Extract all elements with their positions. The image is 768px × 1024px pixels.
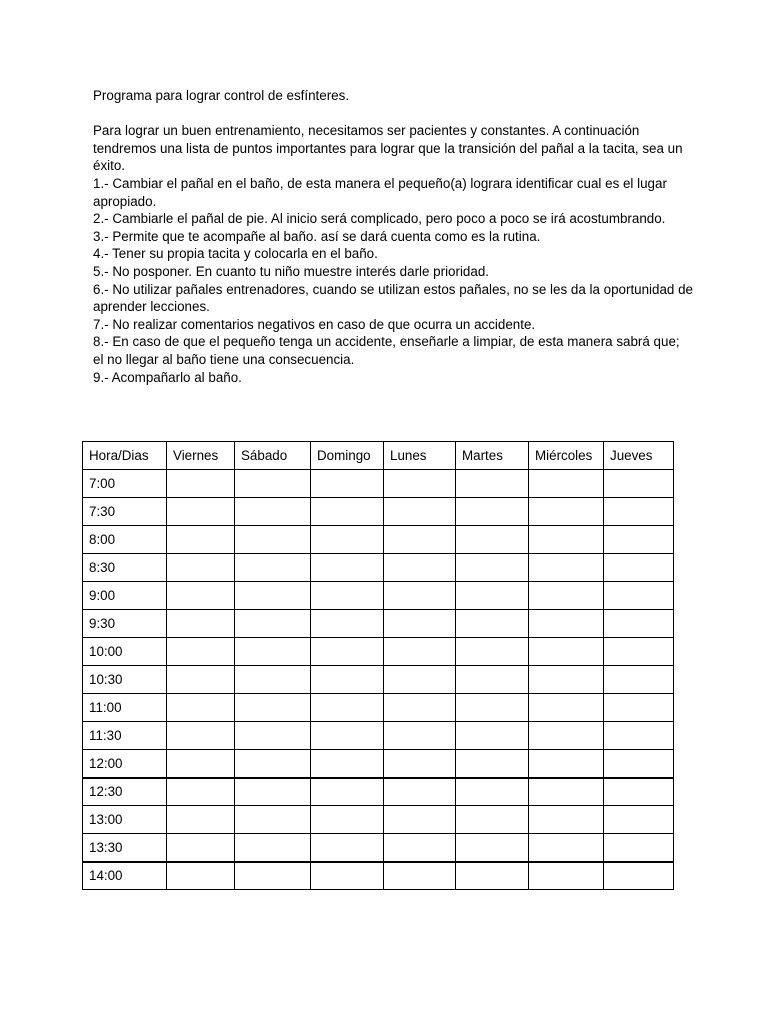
empty-cell	[311, 750, 384, 778]
empty-cell	[384, 526, 456, 554]
table-row	[83, 610, 674, 638]
schedule-body	[83, 470, 674, 890]
empty-cell	[311, 498, 384, 526]
time-cell: 8:00	[83, 526, 167, 554]
empty-cell	[604, 470, 674, 498]
empty-cell	[456, 498, 529, 526]
empty-cell	[311, 638, 384, 666]
empty-cell	[384, 582, 456, 610]
empty-cell	[456, 638, 529, 666]
empty-cell	[167, 806, 235, 834]
empty-cell	[311, 526, 384, 554]
time-cell: 13:00	[83, 806, 167, 834]
empty-cell	[604, 554, 674, 582]
point-item: 2.- Cambiarle el pañal de pie. Al inicio será complicado, pero poco a poco se irá acostumbrando.	[93, 211, 666, 227]
table-row	[83, 862, 674, 890]
table-row	[83, 582, 674, 610]
empty-cell	[235, 722, 311, 750]
table-row	[83, 722, 674, 750]
point-item: 4.- Tener su propia tacita y colocarla en el baño.	[93, 246, 378, 262]
empty-cell	[529, 834, 604, 862]
empty-cell	[384, 498, 456, 526]
empty-cell	[167, 666, 235, 694]
empty-cell	[167, 722, 235, 750]
time-cell: 10:00	[83, 638, 167, 666]
empty-cell	[235, 750, 311, 778]
table-row	[83, 526, 674, 554]
empty-cell	[604, 694, 674, 722]
empty-cell	[167, 582, 235, 610]
time-cell: 14:00	[83, 862, 167, 890]
empty-cell	[235, 862, 311, 890]
empty-cell	[311, 582, 384, 610]
empty-cell	[311, 610, 384, 638]
empty-cell	[529, 862, 604, 890]
empty-cell	[235, 694, 311, 722]
empty-cell	[604, 498, 674, 526]
time-cell: 13:30	[83, 834, 167, 862]
empty-cell	[456, 750, 529, 778]
empty-cell	[456, 722, 529, 750]
empty-cell	[235, 778, 311, 806]
point-item: 6.- No utilizar pañales entrenadores, cuando se utilizan estos pañales, no se les da la oportunidad de aprender lecciones.	[93, 281, 693, 315]
empty-cell	[235, 666, 311, 694]
header-cell: Lunes	[384, 442, 456, 470]
empty-cell	[604, 834, 674, 862]
header-cell: Hora/Dias	[83, 442, 167, 470]
empty-cell	[311, 806, 384, 834]
empty-cell	[384, 834, 456, 862]
empty-cell	[167, 526, 235, 554]
table-row	[83, 470, 674, 498]
table-row	[83, 694, 674, 722]
empty-cell	[456, 526, 529, 554]
document-body	[93, 87, 693, 386]
header-cell: Sábado	[235, 442, 311, 470]
empty-cell	[529, 610, 604, 638]
empty-cell	[235, 834, 311, 862]
empty-cell	[456, 582, 529, 610]
table-row	[83, 498, 674, 526]
header-cell: Miércoles	[529, 442, 604, 470]
point-item: 5.- No posponer. En cuanto tu niño muestre interés darle prioridad.	[93, 263, 489, 279]
empty-cell	[235, 582, 311, 610]
header-cell: Viernes	[167, 442, 235, 470]
empty-cell	[529, 638, 604, 666]
header-cell: Domingo	[311, 442, 384, 470]
table-row	[83, 778, 674, 806]
header-cell: Jueves	[604, 442, 674, 470]
empty-cell	[529, 806, 604, 834]
empty-cell	[167, 778, 235, 806]
empty-cell	[456, 778, 529, 806]
empty-cell	[167, 554, 235, 582]
empty-cell	[311, 470, 384, 498]
empty-cell	[604, 666, 674, 694]
empty-cell	[235, 610, 311, 638]
time-cell: 9:30	[83, 610, 167, 638]
empty-cell	[311, 666, 384, 694]
point-item: 8.- En caso de que el pequeño tenga un accidente, enseñarle a limpiar, de esta manera sabrá que; el no llegar al baño tiene una consecuencia.	[93, 334, 680, 367]
empty-cell	[235, 554, 311, 582]
empty-cell	[311, 554, 384, 582]
empty-cell	[235, 806, 311, 834]
point-item: 9.- Acompañarlo al baño.	[93, 369, 242, 385]
point-item: 7.- No realizar comentarios negativos en caso de que ocurra un accidente.	[93, 316, 536, 332]
empty-cell	[384, 666, 456, 694]
empty-cell	[384, 638, 456, 666]
empty-cell	[604, 862, 674, 890]
empty-cell	[167, 862, 235, 890]
time-cell: 12:30	[83, 778, 167, 806]
time-cell: 12:00	[83, 750, 167, 778]
table-row	[83, 806, 674, 834]
schedule-header-row	[83, 442, 674, 470]
empty-cell	[311, 722, 384, 750]
empty-cell	[604, 638, 674, 666]
document-title: Programa para lograr control de esfínteres.	[93, 88, 350, 103]
empty-cell	[456, 694, 529, 722]
empty-cell	[604, 806, 674, 834]
time-cell: 7:30	[83, 498, 167, 526]
empty-cell	[235, 638, 311, 666]
empty-cell	[167, 750, 235, 778]
table-row	[83, 750, 674, 778]
empty-cell	[167, 834, 235, 862]
table-row	[83, 834, 674, 862]
empty-cell	[167, 498, 235, 526]
time-cell: 9:00	[83, 582, 167, 610]
empty-cell	[311, 778, 384, 806]
empty-cell	[529, 666, 604, 694]
empty-cell	[604, 610, 674, 638]
empty-cell	[529, 582, 604, 610]
empty-cell	[456, 610, 529, 638]
time-cell: 7:00	[83, 470, 167, 498]
empty-cell	[529, 470, 604, 498]
table-row	[83, 666, 674, 694]
point-item: 3.- Permite que te acompañe al baño. así se dará cuenta como es la rutina.	[93, 228, 541, 244]
table-row	[83, 638, 674, 666]
schedule-table	[82, 441, 674, 890]
empty-cell	[604, 722, 674, 750]
empty-cell	[311, 694, 384, 722]
empty-cell	[384, 470, 456, 498]
empty-cell	[456, 862, 529, 890]
empty-cell	[456, 806, 529, 834]
point-item: 1.- Cambiar el pañal en el baño, de esta manera el pequeño(a) lograra identificar cual es el lugar apropiado.	[93, 175, 667, 209]
empty-cell	[167, 694, 235, 722]
empty-cell	[604, 750, 674, 778]
empty-cell	[604, 582, 674, 610]
empty-cell	[384, 806, 456, 834]
empty-cell	[384, 862, 456, 890]
empty-cell	[529, 554, 604, 582]
empty-cell	[235, 498, 311, 526]
empty-cell	[167, 470, 235, 498]
empty-cell	[456, 666, 529, 694]
empty-cell	[235, 526, 311, 554]
empty-cell	[604, 526, 674, 554]
empty-cell	[384, 750, 456, 778]
time-cell: 11:30	[83, 722, 167, 750]
empty-cell	[529, 526, 604, 554]
intro-paragraph: Para lograr un buen entrenamiento, necesitamos ser pacientes y constantes. A continuación tendremos una lista de puntos importantes para lograr que la transición del pañal a la tacita, sea un éxito.	[93, 123, 683, 174]
empty-cell	[529, 694, 604, 722]
empty-cell	[456, 470, 529, 498]
empty-cell	[384, 778, 456, 806]
empty-cell	[456, 554, 529, 582]
empty-cell	[384, 610, 456, 638]
empty-cell	[167, 610, 235, 638]
empty-cell	[384, 694, 456, 722]
empty-cell	[529, 498, 604, 526]
empty-cell	[311, 834, 384, 862]
time-cell: 11:00	[83, 694, 167, 722]
empty-cell	[384, 554, 456, 582]
empty-cell	[604, 778, 674, 806]
empty-cell	[235, 470, 311, 498]
empty-cell	[311, 862, 384, 890]
header-cell: Martes	[456, 442, 529, 470]
time-cell: 10:30	[83, 666, 167, 694]
empty-cell	[167, 638, 235, 666]
empty-cell	[529, 778, 604, 806]
empty-cell	[384, 722, 456, 750]
empty-cell	[456, 834, 529, 862]
time-cell: 8:30	[83, 554, 167, 582]
empty-cell	[529, 750, 604, 778]
empty-cell	[529, 722, 604, 750]
table-row	[83, 554, 674, 582]
